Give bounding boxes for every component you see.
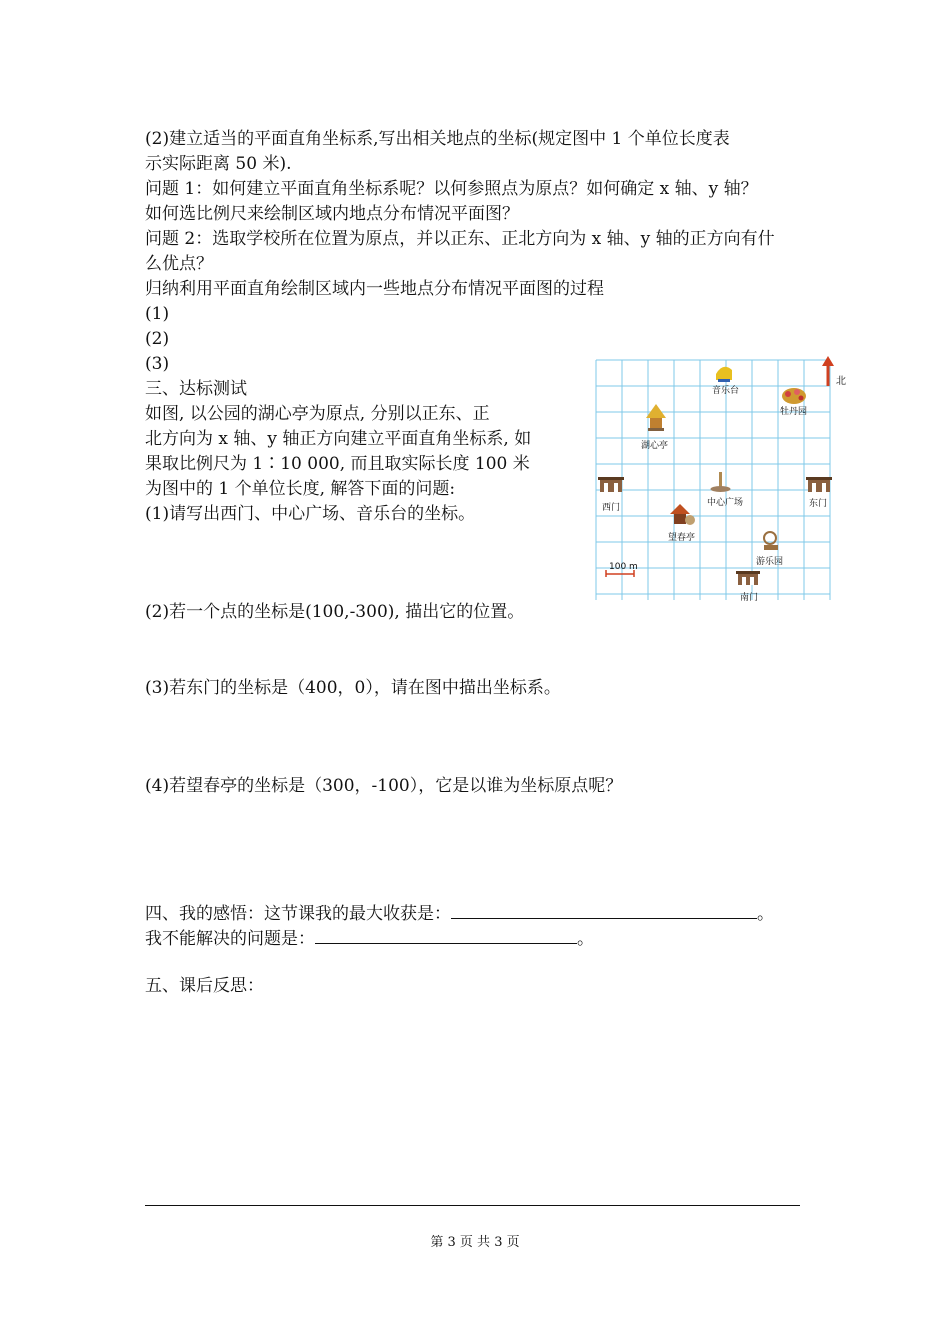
reflection-gain [145, 900, 774, 926]
exercise-q3: (3)若东门的坐标是（400，0），请在图中描出坐标系。 [145, 678, 561, 698]
step-3: (3) [145, 354, 170, 374]
question-2-line-1: 问题 2：选取学校所在位置为原点，并以正东、正北方向为 x 轴、y 轴的正方向有什 [145, 229, 775, 249]
peony-garden-icon [782, 388, 806, 404]
unsolved-end: 。 [577, 929, 594, 949]
intro-line-2: 北方向为 x 轴、y 轴正方向建立平面直角坐标系, 如 [145, 429, 532, 449]
central-square-icon [711, 472, 731, 492]
north-label: 北 [836, 376, 846, 387]
music-stage-icon [716, 367, 732, 382]
gain-answer-blank[interactable] [451, 900, 757, 919]
amusement-park-icon [764, 532, 778, 550]
task-line-1: (2)建立适当的平面直角坐标系,写出相关地点的坐标(规定图中 1 个单位长度表 [145, 129, 730, 149]
exercise-q4: (4)若望春亭的坐标是（300，-100），它是以谁为坐标原点呢？ [145, 776, 623, 796]
place-label-south-gate: 南门 [740, 593, 759, 603]
gain-end: 。 [757, 904, 774, 924]
intro-line-3: 果取比例尺为 1∶10 000, 而且取实际长度 100 米 [145, 454, 530, 474]
section-5-heading: 五、课后反思： [145, 976, 264, 996]
east-gate-icon [806, 477, 832, 492]
place-label-wangchun-pavilion: 望春亭 [668, 533, 696, 543]
section-3-heading: 三、达标测试 [145, 379, 247, 399]
reflection-unsolved-label: 我不能解决的问题是： [145, 929, 315, 949]
place-label-peony-garden: 牡丹园 [780, 407, 808, 417]
intro-line-1: 如图, 以公园的湖心亭为原点, 分别以正东、正 [145, 404, 490, 424]
lake-pavilion-icon [646, 404, 666, 431]
exercise-q2: (2)若一个点的坐标是(100,-300), 描出它的位置。 [145, 602, 525, 622]
scale-label: 100 m [609, 562, 638, 572]
step-2: (2) [145, 329, 170, 349]
task-line-2: 示实际距离 50 米). [145, 154, 292, 174]
south-gate-icon [736, 571, 760, 585]
unsolved-answer-blank[interactable] [315, 925, 577, 944]
step-1: (1) [145, 304, 170, 324]
exercise-q1: (1)请写出西门、中心广场、音乐台的坐标。 [145, 504, 476, 524]
park-map [592, 352, 846, 604]
place-label-east-gate: 东门 [809, 499, 828, 509]
place-label-lake-pavilion: 湖心亭 [641, 441, 669, 451]
reflection-gain-label: 四、我的感悟：这节课我的最大收获是： [145, 904, 451, 924]
question-1-line-2: 如何选比例尺来绘制区域内地点分布情况平面图？ [145, 204, 519, 224]
intro-line-4: 为图中的 1 个单位长度, 解答下面的问题: [145, 479, 456, 499]
place-label-central-square: 中心广场 [707, 498, 744, 508]
place-label-music-stage: 音乐台 [712, 386, 740, 396]
place-label-west-gate: 西门 [602, 503, 621, 513]
page-number: 第 3 页 共 3 页 [430, 1235, 520, 1250]
question-1-line-1: 问题 1：如何建立平面直角坐标系呢？以何参照点为原点？如何确定 x 轴、y 轴？ [145, 179, 758, 199]
footer-divider [145, 1205, 800, 1206]
question-2-line-2: 么优点？ [145, 254, 213, 274]
reflection-unsolved [145, 925, 594, 951]
place-label-amusement-park: 游乐园 [756, 557, 784, 567]
west-gate-icon [598, 477, 624, 492]
summary-line: 归纳利用平面直角绘制区域内一些地点分布情况平面图的过程 [145, 279, 604, 299]
